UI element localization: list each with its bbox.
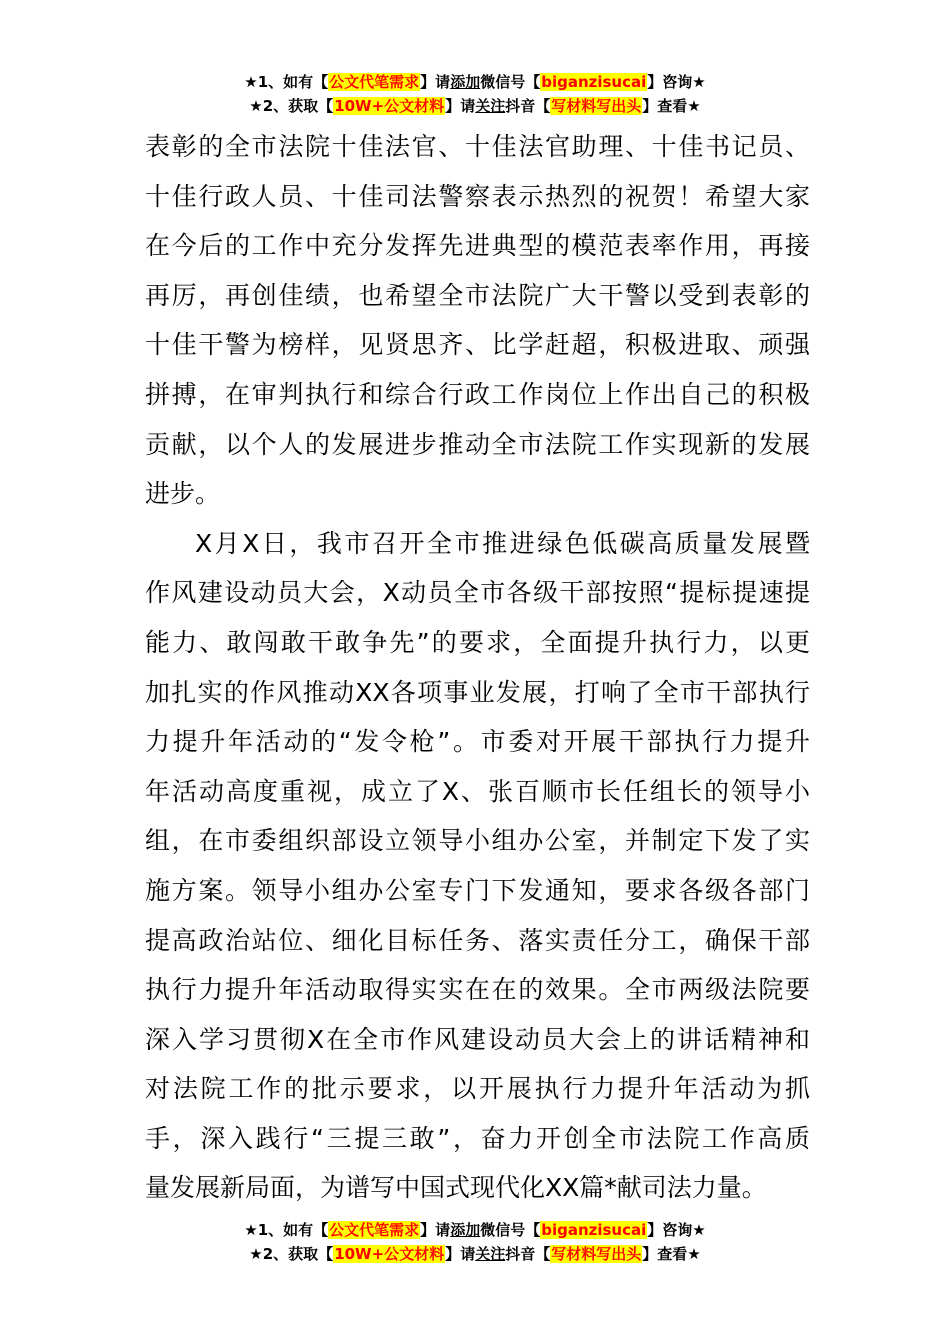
text-line: 进步。 (145, 479, 221, 509)
text-line: 十佳干警为榜样，见贤思齐、比学赶超，积极进取、顽强 (145, 330, 810, 360)
banner-underlined: 添加 (450, 73, 481, 91)
highlight-wechat-id: biganzisucai (541, 73, 647, 91)
paragraph-1 (145, 122, 810, 519)
banner-text: ★2、获取【 (249, 97, 334, 115)
text-line: 力提升年活动的“发令枪”。市委对开展干部执行力提升 (145, 727, 810, 757)
text-line: 表彰的全市法院十佳法官、十佳法官助理、十佳书记员、 (145, 132, 810, 161)
banner-text: 】请 (420, 1221, 451, 1239)
text-line: 加扎实的作风推动XX各项事业发展，打响了全市干部执行 (145, 677, 810, 707)
banner-underlined: 添加 (450, 1221, 481, 1239)
text-line: 十佳行政人员、十佳司法警察表示热烈的祝贺！希望大家 (145, 181, 810, 211)
text-line: 量发展新局面，为谱写中国式现代化XX篇*献司法力量。 (145, 1173, 767, 1203)
document-body (145, 122, 810, 1213)
banner-line-2 (0, 1242, 950, 1266)
text-line: 手，深入践行“三提三敢”，奋力开创全市法院工作高质 (145, 1123, 810, 1153)
banner-underlined: 关注 (475, 97, 506, 115)
footer-banner (0, 1218, 950, 1266)
text-line: X月X日，我市召开全市推进绿色低碳高质量发展暨 (195, 528, 810, 558)
highlight-douyin-account: 写材料写出头 (551, 1245, 642, 1263)
banner-text: 】查看★ (642, 1245, 701, 1263)
banner-text: 】查看★ (642, 97, 701, 115)
text-line: 组，在市委组织部设立领导小组办公室，并制定下发了实 (145, 826, 810, 856)
banner-text: 微信号【 (480, 73, 541, 91)
text-line: 对法院工作的批示要求，以开展执行力提升年活动为抓 (145, 1074, 810, 1104)
paragraph-2 (145, 519, 810, 1213)
highlight-materials: 10W+公文材料 (334, 1245, 445, 1263)
banner-line-1 (0, 70, 950, 94)
text-line: 年活动高度重视，成立了X、张百顺市长任组长的领导小 (145, 776, 810, 806)
banner-line-1 (0, 1218, 950, 1242)
banner-text: ★2、获取【 (249, 1245, 334, 1263)
highlight-materials: 10W+公文材料 (334, 97, 445, 115)
text-line: 再厉，再创佳绩，也希望全市法院广大干警以受到表彰的 (145, 280, 810, 310)
text-line: 拼搏，在审判执行和综合行政工作岗位上作出自己的积极 (145, 379, 810, 409)
text-line: 提高政治站位、细化目标任务、落实责任分工，确保干部 (145, 925, 810, 955)
banner-text: 抖音【 (505, 97, 551, 115)
banner-text: 】请 (420, 73, 451, 91)
banner-text: 微信号【 (480, 1221, 541, 1239)
banner-text: ★1、如有【 (244, 1221, 329, 1239)
highlight-douyin-account: 写材料写出头 (551, 97, 642, 115)
banner-text: 】请 (445, 1245, 476, 1263)
banner-text: 抖音【 (505, 1245, 551, 1263)
header-banner (0, 70, 950, 118)
banner-text: 】请 (445, 97, 476, 115)
banner-text: 】咨询★ (647, 1221, 706, 1239)
banner-line-2 (0, 94, 950, 118)
banner-text: ★1、如有【 (244, 73, 329, 91)
text-line: 贡献，以个人的发展进步推动全市法院工作实现新的发展 (145, 429, 810, 459)
text-line: 在今后的工作中充分发挥先进典型的模范表率作用，再接 (145, 231, 810, 261)
text-line: 执行力提升年活动取得实实在在的效果。全市两级法院要 (145, 975, 810, 1005)
text-line: 作风建设动员大会，X动员全市各级干部按照“提标提速提 (145, 578, 810, 608)
banner-text: 】咨询★ (647, 73, 706, 91)
text-line: 深入学习贯彻X在全市作风建设动员大会上的讲话精神和 (145, 1024, 810, 1054)
text-line: 能力、敢闯敢干敢争先”的要求，全面提升执行力，以更 (145, 627, 810, 657)
text-line: 施方案。领导小组办公室专门下发通知，要求各级各部门 (145, 875, 810, 905)
highlight-service: 公文代笔需求 (329, 1221, 420, 1239)
highlight-wechat-id: biganzisucai (541, 1221, 647, 1239)
highlight-service: 公文代笔需求 (329, 73, 420, 91)
banner-underlined: 关注 (475, 1245, 506, 1263)
